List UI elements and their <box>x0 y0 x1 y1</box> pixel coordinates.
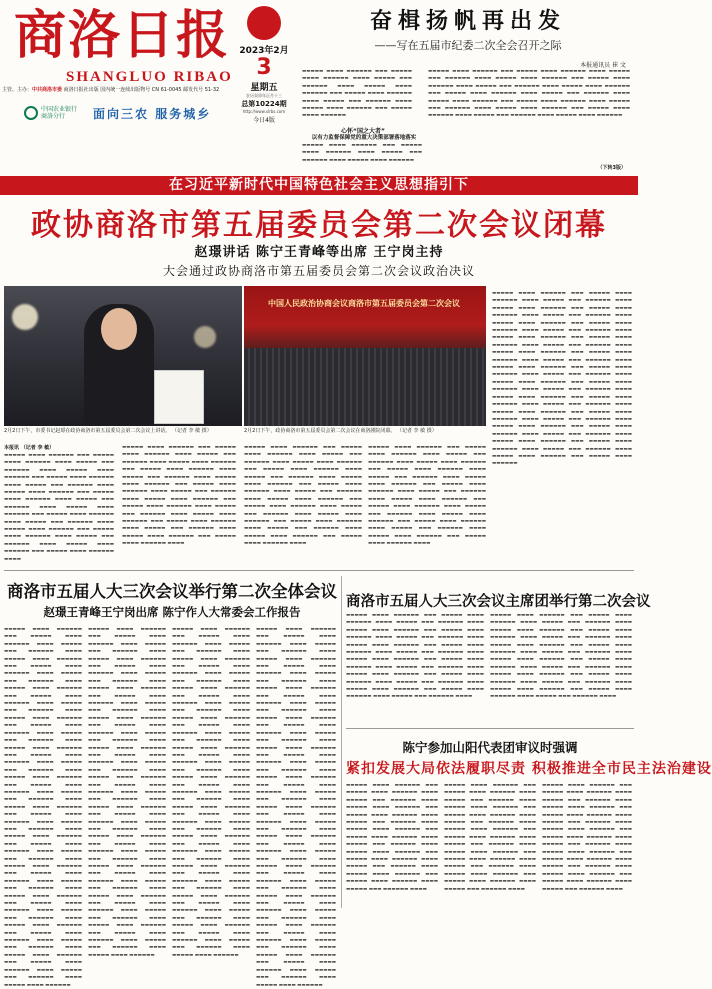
bank-name: 中国农业银行 <box>41 106 78 113</box>
delegation-column-1: ▬▬▬▬▬ ▬▬▬▬ ▬▬▬▬▬▬ ▬▬▬ ▬▬▬▬▬ ▬▬▬▬ ▬▬▬▬▬▬ ▬▬▬▬ ▬▬▬▬▬ ▬▬▬ ▬▬▬▬▬▬ ▬▬▬▬ ▬▬▬▬▬ ▬▬▬▬ ▬▬▬▬▬▬ ▬▬▬ ▬▬▬▬▬ ▬▬▬▬ ▬▬▬▬▬▬ ▬▬▬▬ ▬▬▬▬▬ ▬▬▬ ▬▬▬▬▬▬ ▬▬▬▬ ▬▬▬▬▬ ▬▬▬▬ ▬▬▬▬▬▬ ▬▬▬ ▬▬▬▬▬ ▬▬▬▬ ▬▬▬▬▬▬ ▬▬▬▬ ▬▬▬▬▬ ▬▬▬ ▬▬▬▬▬▬ ▬▬▬▬ ▬▬▬▬▬ ▬▬▬▬ ▬▬▬▬▬▬ ▬▬▬ ▬▬▬▬▬ ▬▬▬▬ ▬▬▬▬▬▬ ▬▬▬▬ ▬▬▬▬▬ ▬▬▬ ▬▬▬▬▬▬ ▬▬▬▬ ▬▬▬▬▬ ▬▬▬▬ ▬▬▬▬▬▬ ▬▬▬ ▬▬▬▬▬ ▬▬▬▬ ▬▬▬▬▬▬ ▬▬▬▬ ▬▬▬▬▬ ▬▬▬ ▬▬▬▬▬▬ ▬▬▬▬ <box>346 783 438 892</box>
bank-name-block <box>41 106 77 120</box>
bank-logo-icon <box>24 106 38 120</box>
photo-1-caption <box>4 428 242 435</box>
top-story-continued: （下转3版） <box>597 165 626 171</box>
npc-column-4: ▬▬▬▬▬ ▬▬▬▬ ▬▬▬▬▬▬ ▬▬▬ ▬▬▬▬▬ ▬▬▬▬ ▬▬▬▬▬▬ ▬▬▬▬ ▬▬▬▬▬ ▬▬▬ ▬▬▬▬▬▬ ▬▬▬▬ ▬▬▬▬▬ ▬▬▬▬ ▬▬▬▬▬▬ ▬▬▬ ▬▬▬▬▬ ▬▬▬▬ ▬▬▬▬▬▬ ▬▬▬▬ ▬▬▬▬▬ ▬▬▬ ▬▬▬▬▬▬ ▬▬▬▬ ▬▬▬▬▬ ▬▬▬▬ ▬▬▬▬▬▬ ▬▬▬ ▬▬▬▬▬ ▬▬▬▬ ▬▬▬▬▬▬ ▬▬▬▬ ▬▬▬▬▬ ▬▬▬ ▬▬▬▬▬▬ ▬▬▬▬ ▬▬▬▬▬ ▬▬▬▬ ▬▬▬▬▬▬ ▬▬▬ ▬▬▬▬▬ ▬▬▬▬ ▬▬▬▬▬▬ ▬▬▬▬ ▬▬▬▬▬ ▬▬▬ ▬▬▬▬▬▬ ▬▬▬▬ ▬▬▬▬▬ ▬▬▬▬ ▬▬▬▬▬▬ ▬▬▬ ▬▬▬▬▬ ▬▬▬▬ ▬▬▬▬▬▬ ▬▬▬▬ ▬▬▬▬▬ ▬▬▬ ▬▬▬▬▬▬ ▬▬▬▬ ▬▬▬▬▬ ▬▬▬▬ ▬▬▬▬▬▬ ▬▬▬ ▬▬▬▬▬ ▬▬▬▬ ▬▬▬▬▬▬ ▬▬▬▬ ▬▬▬▬▬ ▬▬▬ ▬▬▬▬▬▬ ▬▬▬▬ ▬▬▬▬▬ ▬▬▬▬ ▬▬▬▬▬▬ ▬▬▬ ▬▬▬▬▬ ▬▬▬▬ ▬▬▬▬▬▬ ▬▬▬▬ ▬▬▬▬▬ ▬▬▬ ▬▬▬▬▬▬ ▬▬▬▬ ▬▬▬▬▬ ▬▬▬▬ ▬▬▬▬▬▬ ▬▬▬ ▬▬▬▬▬ ▬▬▬▬ ▬▬▬▬▬▬ ▬▬▬▬ ▬▬▬▬▬ ▬▬▬ ▬▬▬▬▬▬ ▬▬▬▬ ▬▬▬▬▬ ▬▬▬▬ ▬▬▬▬▬▬ ▬▬▬ ▬▬▬▬▬ ▬▬▬▬ ▬▬▬▬▬▬ ▬▬▬▬ ▬▬▬▬▬ ▬▬▬ ▬▬▬▬▬▬ ▬▬▬▬ ▬▬▬▬▬ ▬▬▬▬ ▬▬▬▬▬▬ ▬▬▬ ▬▬▬▬▬ ▬▬▬▬ ▬▬▬▬▬▬ ▬▬▬▬ ▬▬▬▬▬ ▬▬▬ ▬▬▬▬▬▬ ▬▬▬▬ ▬▬▬▬▬ ▬▬▬▬ ▬▬▬▬▬▬ ▬▬▬ ▬▬▬▬▬ ▬▬▬▬ ▬▬▬▬▬▬ ▬▬▬▬ ▬▬▬▬▬ ▬▬▬ ▬▬▬▬▬▬ ▬▬▬▬ ▬▬▬▬▬ ▬▬▬▬ ▬▬▬▬▬▬ ▬▬▬ ▬▬▬▬▬ ▬▬▬▬ ▬▬▬▬▬▬ ▬▬▬▬ ▬▬▬▬▬ ▬▬▬ ▬▬▬▬▬▬ ▬▬▬▬ ▬▬▬▬▬ ▬▬▬▬ ▬▬▬▬▬▬ <box>256 627 336 988</box>
hall-photo <box>244 286 486 426</box>
lead-subtitle-2: 大会通过政协商洛市第五届委员会第二次会议政治决议 <box>162 264 475 278</box>
column-divider <box>341 576 342 908</box>
issue-site: http://www.slrbs.com <box>242 109 286 114</box>
bank-slogan: 面向三农 服务城乡 <box>93 106 212 121</box>
lead-column-5: ▬▬▬▬▬ ▬▬▬▬ ▬▬▬▬▬▬ ▬▬▬ ▬▬▬▬▬ ▬▬▬▬ ▬▬▬▬▬▬ ▬▬▬▬ ▬▬▬▬▬ ▬▬▬ ▬▬▬▬▬▬ ▬▬▬▬ ▬▬▬▬▬ ▬▬▬▬ ▬▬▬▬▬▬ ▬▬▬ ▬▬▬▬▬ ▬▬▬▬ ▬▬▬▬▬▬ ▬▬▬▬ ▬▬▬▬▬ ▬▬▬ ▬▬▬▬▬▬ ▬▬▬▬ ▬▬▬▬▬ ▬▬▬▬ ▬▬▬▬▬▬ ▬▬▬ ▬▬▬▬▬ ▬▬▬▬ ▬▬▬▬▬▬ ▬▬▬▬ ▬▬▬▬▬ ▬▬▬ ▬▬▬▬▬▬ ▬▬▬▬ ▬▬▬▬▬ ▬▬▬▬ ▬▬▬▬▬▬ ▬▬▬ ▬▬▬▬▬ ▬▬▬▬ ▬▬▬▬▬▬ ▬▬▬▬ ▬▬▬▬▬ ▬▬▬ ▬▬▬▬▬▬ ▬▬▬▬ ▬▬▬▬▬ ▬▬▬▬ ▬▬▬▬▬▬ ▬▬▬ ▬▬▬▬▬ ▬▬▬▬ ▬▬▬▬▬▬ ▬▬▬▬ ▬▬▬▬▬ ▬▬▬ ▬▬▬▬▬▬ ▬▬▬▬ ▬▬▬▬▬ ▬▬▬▬ ▬▬▬▬▬▬ ▬▬▬ ▬▬▬▬▬ ▬▬▬▬ ▬▬▬▬▬▬ ▬▬▬▬ ▬▬▬▬▬ ▬▬▬ ▬▬▬▬▬▬ ▬▬▬▬ ▬▬▬▬▬ ▬▬▬▬ ▬▬▬▬▬▬ ▬▬▬ ▬▬▬▬▬ ▬▬▬▬ ▬▬▬▬▬▬ ▬▬▬▬ ▬▬▬▬▬ ▬▬▬ ▬▬▬▬▬▬ ▬▬▬▬ ▬▬▬▬▬ ▬▬▬▬ ▬▬▬▬▬▬ ▬▬▬ ▬▬▬▬▬ ▬▬▬▬ ▬▬▬▬▬▬ ▬▬▬▬ ▬▬▬▬▬ ▬▬▬ ▬▬▬▬▬▬ ▬▬▬▬ ▬▬▬▬▬ ▬▬▬▬ ▬▬▬▬▬▬ ▬▬▬ ▬▬▬▬▬ ▬▬▬▬ ▬▬▬▬▬▬ ▬▬▬▬ ▬▬▬▬▬ ▬▬▬ ▬▬▬▬▬▬ ▬▬▬▬ ▬▬▬▬▬ ▬▬▬▬ ▬▬▬▬▬▬ ▬▬▬ ▬▬▬▬▬ ▬▬▬▬ ▬▬▬▬▬▬ ▬▬▬▬ ▬▬▬▬▬ ▬▬▬ ▬▬▬▬▬▬ ▬▬▬▬ ▬▬▬▬▬ ▬▬▬▬ ▬▬▬▬▬▬ ▬▬▬ ▬▬▬▬▬ ▬▬▬▬ ▬▬▬▬▬▬ ▬▬▬▬ ▬▬▬▬▬ ▬▬▬ ▬▬▬▬▬▬ ▬▬▬▬ ▬▬▬▬▬ ▬▬▬▬ ▬▬▬▬▬▬ ▬▬▬ ▬▬▬▬▬ ▬▬▬▬ ▬▬▬▬▬▬ <box>492 291 632 467</box>
issue-pages: 今日4版 <box>253 117 275 124</box>
ideology-banner: 在习近平新时代中国特色社会主义思想指引下 <box>0 176 638 195</box>
issue-day: 3 <box>256 55 272 80</box>
bank-ad <box>2 100 228 126</box>
presidium-column-1: ▬▬▬▬▬ ▬▬▬▬ ▬▬▬▬▬▬ ▬▬▬ ▬▬▬▬▬ ▬▬▬▬ ▬▬▬▬▬▬ ▬▬▬▬ ▬▬▬▬▬ ▬▬▬ ▬▬▬▬▬▬ ▬▬▬▬ ▬▬▬▬▬ ▬▬▬▬ ▬▬▬▬▬▬ ▬▬▬ ▬▬▬▬▬ ▬▬▬▬ ▬▬▬▬▬▬ ▬▬▬▬ ▬▬▬▬▬ ▬▬▬ ▬▬▬▬▬▬ ▬▬▬▬ ▬▬▬▬▬ ▬▬▬▬ ▬▬▬▬▬▬ ▬▬▬ ▬▬▬▬▬ ▬▬▬▬ ▬▬▬▬▬▬ ▬▬▬▬ ▬▬▬▬▬ ▬▬▬ ▬▬▬▬▬▬ ▬▬▬▬ ▬▬▬▬▬ ▬▬▬▬ ▬▬▬▬▬▬ ▬▬▬ ▬▬▬▬▬ ▬▬▬▬ ▬▬▬▬▬▬ ▬▬▬▬ ▬▬▬▬▬ ▬▬▬ ▬▬▬▬▬▬ ▬▬▬▬ ▬▬▬▬▬ ▬▬▬▬ ▬▬▬▬▬▬ ▬▬▬ ▬▬▬▬▬ ▬▬▬▬ ▬▬▬▬▬▬ ▬▬▬▬ ▬▬▬▬▬ ▬▬▬ ▬▬▬▬▬▬ ▬▬▬▬ ▬▬▬▬▬ ▬▬▬▬ ▬▬▬▬▬▬ ▬▬▬ ▬▬▬▬▬ ▬▬▬▬ ▬▬▬▬▬▬ ▬▬▬▬ ▬▬▬▬▬ ▬▬▬ ▬▬▬▬▬▬ ▬▬▬▬ <box>346 613 484 700</box>
speaker-photo <box>4 286 242 426</box>
sponsor-line <box>2 86 234 93</box>
top-story-column-3: ▬▬▬▬▬ ▬▬▬▬ ▬▬▬▬▬▬ ▬▬▬ ▬▬▬▬▬ ▬▬▬▬ ▬▬▬▬▬▬ ▬▬▬▬ ▬▬▬▬▬ ▬▬▬ ▬▬▬▬▬▬ ▬▬▬▬ ▬▬▬▬▬ ▬▬▬▬ ▬▬▬▬▬▬ ▬▬▬ ▬▬▬▬▬ ▬▬▬▬ ▬▬▬▬▬▬ ▬▬▬▬ ▬▬▬▬▬ ▬▬▬ ▬▬▬▬▬▬ ▬▬▬▬ ▬▬▬▬▬ ▬▬▬▬ ▬▬▬▬▬▬ ▬▬▬ ▬▬▬▬▬ ▬▬▬▬ ▬▬▬▬▬▬ ▬▬▬▬ ▬▬▬▬▬ ▬▬▬ ▬▬▬▬▬▬ ▬▬▬▬ ▬▬▬▬▬ ▬▬▬▬ ▬▬▬▬▬▬ ▬▬▬ ▬▬▬▬▬ ▬▬▬▬ ▬▬▬▬▬▬ ▬▬▬▬ ▬▬▬▬▬ ▬▬▬ ▬▬▬▬▬▬ ▬▬▬▬ ▬▬▬▬▬ ▬▬▬▬ ▬▬▬▬▬▬ ▬▬▬ ▬▬▬▬▬ ▬▬▬▬ ▬▬▬▬▬▬ ▬▬▬▬ ▬▬▬▬▬ ▬▬▬ ▬▬▬▬▬▬ ▬▬▬▬ ▬▬▬▬▬ ▬▬▬▬ ▬▬▬▬▬▬ <box>428 69 630 119</box>
lead-byline: 本报讯 （记者 李 敏） <box>4 445 55 451</box>
issue-number: 总第10224期 <box>241 100 287 108</box>
sponsor-rest: 商洛日报社出版 国内统一连续出版物号 CN 61-0045 邮发代号 51-32 <box>63 87 220 93</box>
stage-banner: 中国人民政治协商会议商洛市第五届委员会第二次会议 <box>268 299 460 308</box>
top-story-box-title: 心怀“国之大者” <box>341 128 385 135</box>
issue-weekday: 星期五 <box>250 83 278 93</box>
section-divider <box>4 570 634 571</box>
delegation-title: 紧扣发展大局依法履职尽责 积极推进全市民主法治建设 <box>346 761 712 777</box>
masthead-pinyin: SHANGLUO RIBAO <box>66 69 233 85</box>
photo-1-credit: （记者 李 敏 摄） <box>171 428 212 434</box>
lead-title: 政协商洛市第五届委员会第二次会议闭幕 <box>31 208 607 243</box>
issue-info <box>232 6 296 126</box>
masthead-name: 商洛日报 <box>14 5 231 66</box>
top-story-title: 奋楫扬帆再出发 <box>369 8 566 34</box>
delegation-column-2: ▬▬▬▬▬ ▬▬▬▬ ▬▬▬▬▬▬ ▬▬▬ ▬▬▬▬▬ ▬▬▬▬ ▬▬▬▬▬▬ ▬▬▬▬ ▬▬▬▬▬ ▬▬▬ ▬▬▬▬▬▬ ▬▬▬▬ ▬▬▬▬▬ ▬▬▬▬ ▬▬▬▬▬▬ ▬▬▬ ▬▬▬▬▬ ▬▬▬▬ ▬▬▬▬▬▬ ▬▬▬▬ ▬▬▬▬▬ ▬▬▬ ▬▬▬▬▬▬ ▬▬▬▬ ▬▬▬▬▬ ▬▬▬▬ ▬▬▬▬▬▬ ▬▬▬ ▬▬▬▬▬ ▬▬▬▬ ▬▬▬▬▬▬ ▬▬▬▬ ▬▬▬▬▬ ▬▬▬ ▬▬▬▬▬▬ ▬▬▬▬ ▬▬▬▬▬ ▬▬▬▬ ▬▬▬▬▬▬ ▬▬▬ ▬▬▬▬▬ ▬▬▬▬ ▬▬▬▬▬▬ ▬▬▬▬ ▬▬▬▬▬ ▬▬▬ ▬▬▬▬▬▬ ▬▬▬▬ ▬▬▬▬▬ ▬▬▬▬ ▬▬▬▬▬▬ ▬▬▬ ▬▬▬▬▬ ▬▬▬▬ ▬▬▬▬▬▬ ▬▬▬▬ ▬▬▬▬▬ ▬▬▬ ▬▬▬▬▬▬ ▬▬▬▬ <box>444 783 536 892</box>
bank-branch: 商洛分行 <box>41 113 66 120</box>
presidium-title: 商洛市五届人大三次会议主席团举行第二次会议 <box>346 594 651 610</box>
presidium-column-2: ▬▬▬▬▬ ▬▬▬▬ ▬▬▬▬▬▬ ▬▬▬ ▬▬▬▬▬ ▬▬▬▬ ▬▬▬▬▬▬ ▬▬▬▬ ▬▬▬▬▬ ▬▬▬ ▬▬▬▬▬▬ ▬▬▬▬ ▬▬▬▬▬ ▬▬▬▬ ▬▬▬▬▬▬ ▬▬▬ ▬▬▬▬▬ ▬▬▬▬ ▬▬▬▬▬▬ ▬▬▬▬ ▬▬▬▬▬ ▬▬▬ ▬▬▬▬▬▬ ▬▬▬▬ ▬▬▬▬▬ ▬▬▬▬ ▬▬▬▬▬▬ ▬▬▬ ▬▬▬▬▬ ▬▬▬▬ ▬▬▬▬▬▬ ▬▬▬▬ ▬▬▬▬▬ ▬▬▬ ▬▬▬▬▬▬ ▬▬▬▬ ▬▬▬▬▬ ▬▬▬▬ ▬▬▬▬▬▬ ▬▬▬ ▬▬▬▬▬ ▬▬▬▬ ▬▬▬▬▬▬ ▬▬▬▬ ▬▬▬▬▬ ▬▬▬ ▬▬▬▬▬▬ ▬▬▬▬ ▬▬▬▬▬ ▬▬▬▬ ▬▬▬▬▬▬ ▬▬▬ ▬▬▬▬▬ ▬▬▬▬ ▬▬▬▬▬▬ ▬▬▬▬ ▬▬▬▬▬ ▬▬▬ ▬▬▬▬▬▬ ▬▬▬▬ ▬▬▬▬▬ ▬▬▬▬ ▬▬▬▬▬▬ ▬▬▬ ▬▬▬▬▬ ▬▬▬▬ ▬▬▬▬▬▬ ▬▬▬▬ ▬▬▬▬▬ ▬▬▬ ▬▬▬▬▬▬ ▬▬▬▬ <box>490 613 632 700</box>
npc-subtitle: 赵璟王青峰王宁岗出席 陈宁作人大常委会工作报告 <box>43 605 301 619</box>
lead-column-1: ▬▬▬▬▬ ▬▬▬▬ ▬▬▬▬▬▬ ▬▬▬ ▬▬▬▬▬ ▬▬▬▬ ▬▬▬▬▬▬ ▬▬▬▬ ▬▬▬▬▬ ▬▬▬ ▬▬▬▬▬▬ ▬▬▬▬ ▬▬▬▬▬ ▬▬▬▬ ▬▬▬▬▬▬ ▬▬▬ ▬▬▬▬▬ ▬▬▬▬ ▬▬▬▬▬▬ ▬▬▬▬ ▬▬▬▬▬ ▬▬▬ ▬▬▬▬▬▬ ▬▬▬▬ ▬▬▬▬▬ ▬▬▬▬ ▬▬▬▬▬▬ ▬▬▬ ▬▬▬▬▬ ▬▬▬▬ ▬▬▬▬▬▬ ▬▬▬▬ ▬▬▬▬▬ ▬▬▬ ▬▬▬▬▬▬ ▬▬▬▬ ▬▬▬▬▬ ▬▬▬▬ ▬▬▬▬▬▬ ▬▬▬ ▬▬▬▬▬ ▬▬▬▬ ▬▬▬▬▬▬ ▬▬▬▬ ▬▬▬▬▬ ▬▬▬ ▬▬▬▬▬▬ ▬▬▬▬ ▬▬▬▬▬ ▬▬▬▬ ▬▬▬▬▬▬ ▬▬▬ ▬▬▬▬▬ ▬▬▬▬ ▬▬▬▬▬▬ ▬▬▬▬ ▬▬▬▬▬ ▬▬▬ ▬▬▬▬▬▬ ▬▬▬▬ ▬▬▬▬▬ ▬▬▬▬ ▬▬▬▬▬▬ ▬▬▬ ▬▬▬▬▬ ▬▬▬▬ ▬▬▬▬▬▬ ▬▬▬▬ <box>4 453 114 562</box>
top-story-subtitle: ——写在五届市纪委二次全会召开之际 <box>374 39 562 52</box>
top-story-box-subtitle: 以有力监督保障党的重大决策部署落地落实 <box>311 135 417 141</box>
lead-column-4: ▬▬▬▬▬ ▬▬▬▬ ▬▬▬▬▬▬ ▬▬▬ ▬▬▬▬▬ ▬▬▬▬ ▬▬▬▬▬▬ ▬▬▬▬ ▬▬▬▬▬ ▬▬▬ ▬▬▬▬▬▬ ▬▬▬▬ ▬▬▬▬▬ ▬▬▬▬ ▬▬▬▬▬▬ ▬▬▬ ▬▬▬▬▬ ▬▬▬▬ ▬▬▬▬▬▬ ▬▬▬▬ ▬▬▬▬▬ ▬▬▬ ▬▬▬▬▬▬ ▬▬▬▬ ▬▬▬▬▬ ▬▬▬▬ ▬▬▬▬▬▬ ▬▬▬ ▬▬▬▬▬ ▬▬▬▬ ▬▬▬▬▬▬ ▬▬▬▬ ▬▬▬▬▬ ▬▬▬ ▬▬▬▬▬▬ ▬▬▬▬ ▬▬▬▬▬ ▬▬▬▬ ▬▬▬▬▬▬ ▬▬▬ ▬▬▬▬▬ ▬▬▬▬ ▬▬▬▬▬▬ ▬▬▬▬ ▬▬▬▬▬ ▬▬▬ ▬▬▬▬▬▬ ▬▬▬▬ ▬▬▬▬▬ ▬▬▬▬ ▬▬▬▬▬▬ ▬▬▬ ▬▬▬▬▬ ▬▬▬▬ ▬▬▬▬▬▬ ▬▬▬▬ ▬▬▬▬▬ ▬▬▬ ▬▬▬▬▬▬ ▬▬▬▬ ▬▬▬▬▬ ▬▬▬▬ ▬▬▬▬▬▬ ▬▬▬ ▬▬▬▬▬ ▬▬▬▬ ▬▬▬▬▬▬ ▬▬▬▬ <box>368 445 486 547</box>
photo-2-caption <box>244 428 486 435</box>
issue-date: 2023年2月 <box>239 46 289 56</box>
top-story-column-1: ▬▬▬▬▬ ▬▬▬▬ ▬▬▬▬▬▬ ▬▬▬ ▬▬▬▬▬ ▬▬▬▬ ▬▬▬▬▬▬ ▬▬▬▬ ▬▬▬▬▬ ▬▬▬ ▬▬▬▬▬▬ ▬▬▬▬ ▬▬▬▬▬ ▬▬▬▬ ▬▬▬▬▬▬ ▬▬▬ ▬▬▬▬▬ ▬▬▬▬ ▬▬▬▬▬▬ ▬▬▬▬ ▬▬▬▬▬ ▬▬▬ ▬▬▬▬▬▬ ▬▬▬▬ ▬▬▬▬▬ ▬▬▬▬ ▬▬▬▬▬▬ ▬▬▬ ▬▬▬▬▬ ▬▬▬▬ ▬▬▬▬▬▬ <box>302 69 412 119</box>
npc-title: 商洛市五届人大三次会议举行第二次全体会议 <box>7 582 337 601</box>
photo-1-caption-text: 2月2日下午，市委书记赵璟在政协商洛市第五届委员会第二次会议上讲话。 <box>4 428 171 434</box>
top-story-header <box>300 4 636 53</box>
sponsor-label: 主管、主办： <box>2 87 33 93</box>
flame-emblem-icon <box>247 6 281 40</box>
lead-column-3: ▬▬▬▬▬ ▬▬▬▬ ▬▬▬▬▬▬ ▬▬▬ ▬▬▬▬▬ ▬▬▬▬ ▬▬▬▬▬▬ ▬▬▬▬ ▬▬▬▬▬ ▬▬▬ ▬▬▬▬▬▬ ▬▬▬▬ ▬▬▬▬▬ ▬▬▬▬ ▬▬▬▬▬▬ ▬▬▬ ▬▬▬▬▬ ▬▬▬▬ ▬▬▬▬▬▬ ▬▬▬▬ ▬▬▬▬▬ ▬▬▬ ▬▬▬▬▬▬ ▬▬▬▬ ▬▬▬▬▬ ▬▬▬▬ ▬▬▬▬▬▬ ▬▬▬ ▬▬▬▬▬ ▬▬▬▬ ▬▬▬▬▬▬ ▬▬▬▬ ▬▬▬▬▬ ▬▬▬ ▬▬▬▬▬▬ ▬▬▬▬ ▬▬▬▬▬ ▬▬▬▬ ▬▬▬▬▬▬ ▬▬▬ ▬▬▬▬▬ ▬▬▬▬ ▬▬▬▬▬▬ ▬▬▬▬ ▬▬▬▬▬ ▬▬▬ ▬▬▬▬▬▬ ▬▬▬▬ ▬▬▬▬▬ ▬▬▬▬ ▬▬▬▬▬▬ ▬▬▬ ▬▬▬▬▬ ▬▬▬▬ ▬▬▬▬▬▬ ▬▬▬▬ ▬▬▬▬▬ ▬▬▬ ▬▬▬▬▬▬ ▬▬▬▬ ▬▬▬▬▬ ▬▬▬▬ ▬▬▬▬▬▬ ▬▬▬ ▬▬▬▬▬ ▬▬▬▬ ▬▬▬▬▬▬ ▬▬▬▬ <box>244 445 362 547</box>
npc-column-3: ▬▬▬▬▬ ▬▬▬▬ ▬▬▬▬▬▬ ▬▬▬ ▬▬▬▬▬ ▬▬▬▬ ▬▬▬▬▬▬ ▬▬▬▬ ▬▬▬▬▬ ▬▬▬ ▬▬▬▬▬▬ ▬▬▬▬ ▬▬▬▬▬ ▬▬▬▬ ▬▬▬▬▬▬ ▬▬▬ ▬▬▬▬▬ ▬▬▬▬ ▬▬▬▬▬▬ ▬▬▬▬ ▬▬▬▬▬ ▬▬▬ ▬▬▬▬▬▬ ▬▬▬▬ ▬▬▬▬▬ ▬▬▬▬ ▬▬▬▬▬▬ ▬▬▬ ▬▬▬▬▬ ▬▬▬▬ ▬▬▬▬▬▬ ▬▬▬▬ ▬▬▬▬▬ ▬▬▬ ▬▬▬▬▬▬ ▬▬▬▬ ▬▬▬▬▬ ▬▬▬▬ ▬▬▬▬▬▬ ▬▬▬ ▬▬▬▬▬ ▬▬▬▬ ▬▬▬▬▬▬ ▬▬▬▬ ▬▬▬▬▬ ▬▬▬ ▬▬▬▬▬▬ ▬▬▬▬ ▬▬▬▬▬ ▬▬▬▬ ▬▬▬▬▬▬ ▬▬▬ ▬▬▬▬▬ ▬▬▬▬ ▬▬▬▬▬▬ ▬▬▬▬ ▬▬▬▬▬ ▬▬▬ ▬▬▬▬▬▬ ▬▬▬▬ ▬▬▬▬▬ ▬▬▬▬ ▬▬▬▬▬▬ ▬▬▬ ▬▬▬▬▬ ▬▬▬▬ ▬▬▬▬▬▬ ▬▬▬▬ ▬▬▬▬▬ ▬▬▬ ▬▬▬▬▬▬ ▬▬▬▬ ▬▬▬▬▬ ▬▬▬▬ ▬▬▬▬▬▬ ▬▬▬ ▬▬▬▬▬ ▬▬▬▬ ▬▬▬▬▬▬ ▬▬▬▬ ▬▬▬▬▬ ▬▬▬ ▬▬▬▬▬▬ ▬▬▬▬ ▬▬▬▬▬ ▬▬▬▬ ▬▬▬▬▬▬ ▬▬▬ ▬▬▬▬▬ ▬▬▬▬ ▬▬▬▬▬▬ ▬▬▬▬ ▬▬▬▬▬ ▬▬▬ ▬▬▬▬▬▬ ▬▬▬▬ ▬▬▬▬▬ ▬▬▬▬ ▬▬▬▬▬▬ ▬▬▬ ▬▬▬▬▬ ▬▬▬▬ ▬▬▬▬▬▬ ▬▬▬▬ ▬▬▬▬▬ ▬▬▬ ▬▬▬▬▬▬ ▬▬▬▬ ▬▬▬▬▬ ▬▬▬▬ ▬▬▬▬▬▬ ▬▬▬ ▬▬▬▬▬ ▬▬▬▬ ▬▬▬▬▬▬ ▬▬▬▬ ▬▬▬▬▬ ▬▬▬ ▬▬▬▬▬▬ ▬▬▬▬ ▬▬▬▬▬ ▬▬▬▬ ▬▬▬▬▬▬ ▬▬▬ ▬▬▬▬▬ ▬▬▬▬ ▬▬▬▬▬▬ ▬▬▬▬ ▬▬▬▬▬ ▬▬▬ ▬▬▬▬▬▬ ▬▬▬▬ ▬▬▬▬▬ ▬▬▬▬ ▬▬▬▬▬▬ <box>172 627 250 958</box>
delegation-column-3: ▬▬▬▬▬ ▬▬▬▬ ▬▬▬▬▬▬ ▬▬▬ ▬▬▬▬▬ ▬▬▬▬ ▬▬▬▬▬▬ ▬▬▬▬ ▬▬▬▬▬ ▬▬▬ ▬▬▬▬▬▬ ▬▬▬▬ ▬▬▬▬▬ ▬▬▬▬ ▬▬▬▬▬▬ ▬▬▬ ▬▬▬▬▬ ▬▬▬▬ ▬▬▬▬▬▬ ▬▬▬▬ ▬▬▬▬▬ ▬▬▬ ▬▬▬▬▬▬ ▬▬▬▬ ▬▬▬▬▬ ▬▬▬▬ ▬▬▬▬▬▬ ▬▬▬ ▬▬▬▬▬ ▬▬▬▬ ▬▬▬▬▬▬ ▬▬▬▬ ▬▬▬▬▬ ▬▬▬ ▬▬▬▬▬▬ ▬▬▬▬ ▬▬▬▬▬ ▬▬▬▬ ▬▬▬▬▬▬ ▬▬▬ ▬▬▬▬▬ ▬▬▬▬ ▬▬▬▬▬▬ ▬▬▬▬ ▬▬▬▬▬ ▬▬▬ ▬▬▬▬▬▬ ▬▬▬▬ ▬▬▬▬▬ ▬▬▬▬ ▬▬▬▬▬▬ ▬▬▬ ▬▬▬▬▬ ▬▬▬▬ ▬▬▬▬▬▬ ▬▬▬▬ ▬▬▬▬▬ ▬▬▬ ▬▬▬▬▬▬ ▬▬▬▬ <box>542 783 632 892</box>
photo-2-credit: （记者 李 敏 摄） <box>396 428 437 434</box>
photo-2-caption-text: 2月2日下午，政协商洛市第五届委员会第二次会议在商洛剧院闭幕。 <box>244 428 396 434</box>
lead-subtitle-1: 赵璟讲话 陈宁王青峰等出席 王宁岗主持 <box>194 245 444 260</box>
right-divider <box>346 728 634 729</box>
npc-column-2: ▬▬▬▬▬ ▬▬▬▬ ▬▬▬▬▬▬ ▬▬▬ ▬▬▬▬▬ ▬▬▬▬ ▬▬▬▬▬▬ ▬▬▬▬ ▬▬▬▬▬ ▬▬▬ ▬▬▬▬▬▬ ▬▬▬▬ ▬▬▬▬▬ ▬▬▬▬ ▬▬▬▬▬▬ ▬▬▬ ▬▬▬▬▬ ▬▬▬▬ ▬▬▬▬▬▬ ▬▬▬▬ ▬▬▬▬▬ ▬▬▬ ▬▬▬▬▬▬ ▬▬▬▬ ▬▬▬▬▬ ▬▬▬▬ ▬▬▬▬▬▬ ▬▬▬ ▬▬▬▬▬ ▬▬▬▬ ▬▬▬▬▬▬ ▬▬▬▬ ▬▬▬▬▬ ▬▬▬ ▬▬▬▬▬▬ ▬▬▬▬ ▬▬▬▬▬ ▬▬▬▬ ▬▬▬▬▬▬ ▬▬▬ ▬▬▬▬▬ ▬▬▬▬ ▬▬▬▬▬▬ ▬▬▬▬ ▬▬▬▬▬ ▬▬▬ ▬▬▬▬▬▬ ▬▬▬▬ ▬▬▬▬▬ ▬▬▬▬ ▬▬▬▬▬▬ ▬▬▬ ▬▬▬▬▬ ▬▬▬▬ ▬▬▬▬▬▬ ▬▬▬▬ ▬▬▬▬▬ ▬▬▬ ▬▬▬▬▬▬ ▬▬▬▬ ▬▬▬▬▬ ▬▬▬▬ ▬▬▬▬▬▬ ▬▬▬ ▬▬▬▬▬ ▬▬▬▬ ▬▬▬▬▬▬ ▬▬▬▬ ▬▬▬▬▬ ▬▬▬ ▬▬▬▬▬▬ ▬▬▬▬ ▬▬▬▬▬ ▬▬▬▬ ▬▬▬▬▬▬ ▬▬▬ ▬▬▬▬▬ ▬▬▬▬ ▬▬▬▬▬▬ ▬▬▬▬ ▬▬▬▬▬ ▬▬▬ ▬▬▬▬▬▬ ▬▬▬▬ ▬▬▬▬▬ ▬▬▬▬ ▬▬▬▬▬▬ ▬▬▬ ▬▬▬▬▬ ▬▬▬▬ ▬▬▬▬▬▬ ▬▬▬▬ ▬▬▬▬▬ ▬▬▬ ▬▬▬▬▬▬ ▬▬▬▬ ▬▬▬▬▬ ▬▬▬▬ ▬▬▬▬▬▬ ▬▬▬ ▬▬▬▬▬ ▬▬▬▬ ▬▬▬▬▬▬ ▬▬▬▬ ▬▬▬▬▬ ▬▬▬ ▬▬▬▬▬▬ ▬▬▬▬ ▬▬▬▬▬ ▬▬▬▬ ▬▬▬▬▬▬ ▬▬▬ ▬▬▬▬▬ ▬▬▬▬ ▬▬▬▬▬▬ ▬▬▬▬ ▬▬▬▬▬ ▬▬▬ ▬▬▬▬▬▬ ▬▬▬▬ ▬▬▬▬▬ ▬▬▬▬ ▬▬▬▬▬▬ ▬▬▬ ▬▬▬▬▬ ▬▬▬▬ ▬▬▬▬▬▬ ▬▬▬▬ ▬▬▬▬▬ ▬▬▬ ▬▬▬▬▬▬ ▬▬▬▬ ▬▬▬▬▬ ▬▬▬▬ ▬▬▬▬▬▬ <box>88 627 166 958</box>
sponsor-name: 中共商洛市委 <box>32 87 63 93</box>
delegation-subtitle: 陈宁参加山阳代表团审议时强调 <box>402 740 578 755</box>
issue-lunar: 农历癸卯年正月十三 <box>246 93 282 98</box>
top-story-column-2: ▬▬▬▬▬ ▬▬▬▬ ▬▬▬▬▬▬ ▬▬▬ ▬▬▬▬▬ ▬▬▬▬ ▬▬▬▬▬▬ ▬▬▬▬ ▬▬▬▬▬ ▬▬▬ ▬▬▬▬▬▬ ▬▬▬▬ ▬▬▬▬▬ ▬▬▬▬ ▬▬▬▬▬▬ <box>302 143 422 163</box>
npc-column-1: ▬▬▬▬▬ ▬▬▬▬ ▬▬▬▬▬▬ ▬▬▬ ▬▬▬▬▬ ▬▬▬▬ ▬▬▬▬▬▬ ▬▬▬▬ ▬▬▬▬▬ ▬▬▬ ▬▬▬▬▬▬ ▬▬▬▬ ▬▬▬▬▬ ▬▬▬▬ ▬▬▬▬▬▬ ▬▬▬ ▬▬▬▬▬ ▬▬▬▬ ▬▬▬▬▬▬ ▬▬▬▬ ▬▬▬▬▬ ▬▬▬ ▬▬▬▬▬▬ ▬▬▬▬ ▬▬▬▬▬ ▬▬▬▬ ▬▬▬▬▬▬ ▬▬▬ ▬▬▬▬▬ ▬▬▬▬ ▬▬▬▬▬▬ ▬▬▬▬ ▬▬▬▬▬ ▬▬▬ ▬▬▬▬▬▬ ▬▬▬▬ ▬▬▬▬▬ ▬▬▬▬ ▬▬▬▬▬▬ ▬▬▬ ▬▬▬▬▬ ▬▬▬▬ ▬▬▬▬▬▬ ▬▬▬▬ ▬▬▬▬▬ ▬▬▬ ▬▬▬▬▬▬ ▬▬▬▬ ▬▬▬▬▬ ▬▬▬▬ ▬▬▬▬▬▬ ▬▬▬ ▬▬▬▬▬ ▬▬▬▬ ▬▬▬▬▬▬ ▬▬▬▬ ▬▬▬▬▬ ▬▬▬ ▬▬▬▬▬▬ ▬▬▬▬ ▬▬▬▬▬ ▬▬▬▬ ▬▬▬▬▬▬ ▬▬▬ ▬▬▬▬▬ ▬▬▬▬ ▬▬▬▬▬▬ ▬▬▬▬ ▬▬▬▬▬ ▬▬▬ ▬▬▬▬▬▬ ▬▬▬▬ ▬▬▬▬▬ ▬▬▬▬ ▬▬▬▬▬▬ ▬▬▬ ▬▬▬▬▬ ▬▬▬▬ ▬▬▬▬▬▬ ▬▬▬▬ ▬▬▬▬▬ ▬▬▬ ▬▬▬▬▬▬ ▬▬▬▬ ▬▬▬▬▬ ▬▬▬▬ ▬▬▬▬▬▬ ▬▬▬ ▬▬▬▬▬ ▬▬▬▬ ▬▬▬▬▬▬ ▬▬▬▬ ▬▬▬▬▬ ▬▬▬ ▬▬▬▬▬▬ ▬▬▬▬ ▬▬▬▬▬ ▬▬▬▬ ▬▬▬▬▬▬ ▬▬▬ ▬▬▬▬▬ ▬▬▬▬ ▬▬▬▬▬▬ ▬▬▬▬ ▬▬▬▬▬ ▬▬▬ ▬▬▬▬▬▬ ▬▬▬▬ ▬▬▬▬▬ ▬▬▬▬ ▬▬▬▬▬▬ ▬▬▬ ▬▬▬▬▬ ▬▬▬▬ ▬▬▬▬▬▬ ▬▬▬▬ ▬▬▬▬▬ ▬▬▬ ▬▬▬▬▬▬ ▬▬▬▬ ▬▬▬▬▬ ▬▬▬▬ ▬▬▬▬▬▬ ▬▬▬ ▬▬▬▬▬ ▬▬▬▬ ▬▬▬▬▬▬ ▬▬▬▬ ▬▬▬▬▬ ▬▬▬ ▬▬▬▬▬▬ ▬▬▬▬ ▬▬▬▬▬ ▬▬▬▬ ▬▬▬▬▬▬ ▬▬▬ ▬▬▬▬▬ ▬▬▬▬ ▬▬▬▬▬▬ ▬▬▬▬ ▬▬▬▬▬ ▬▬▬ ▬▬▬▬▬▬ ▬▬▬▬ ▬▬▬▬▬ ▬▬▬▬ ▬▬▬▬▬▬ <box>4 627 82 988</box>
top-story-reporter: 本报通讯员 崔 文 <box>580 62 626 69</box>
lead-column-2: ▬▬▬▬▬ ▬▬▬▬ ▬▬▬▬▬▬ ▬▬▬ ▬▬▬▬▬ ▬▬▬▬ ▬▬▬▬▬▬ ▬▬▬▬ ▬▬▬▬▬ ▬▬▬ ▬▬▬▬▬▬ ▬▬▬▬ ▬▬▬▬▬ ▬▬▬▬ ▬▬▬▬▬▬ ▬▬▬ ▬▬▬▬▬ ▬▬▬▬ ▬▬▬▬▬▬ ▬▬▬▬ ▬▬▬▬▬ ▬▬▬ ▬▬▬▬▬▬ ▬▬▬▬ ▬▬▬▬▬ ▬▬▬▬ ▬▬▬▬▬▬ ▬▬▬ ▬▬▬▬▬ ▬▬▬▬ ▬▬▬▬▬▬ ▬▬▬▬ ▬▬▬▬▬ ▬▬▬ ▬▬▬▬▬▬ ▬▬▬▬ ▬▬▬▬▬ ▬▬▬▬ ▬▬▬▬▬▬ ▬▬▬ ▬▬▬▬▬ ▬▬▬▬ ▬▬▬▬▬▬ ▬▬▬▬ ▬▬▬▬▬ ▬▬▬ ▬▬▬▬▬▬ ▬▬▬▬ ▬▬▬▬▬ ▬▬▬▬ ▬▬▬▬▬▬ ▬▬▬ ▬▬▬▬▬ ▬▬▬▬ ▬▬▬▬▬▬ ▬▬▬▬ ▬▬▬▬▬ ▬▬▬ ▬▬▬▬▬▬ ▬▬▬▬ ▬▬▬▬▬ ▬▬▬▬ ▬▬▬▬▬▬ ▬▬▬ ▬▬▬▬▬ ▬▬▬▬ ▬▬▬▬▬▬ ▬▬▬▬ <box>122 445 236 547</box>
